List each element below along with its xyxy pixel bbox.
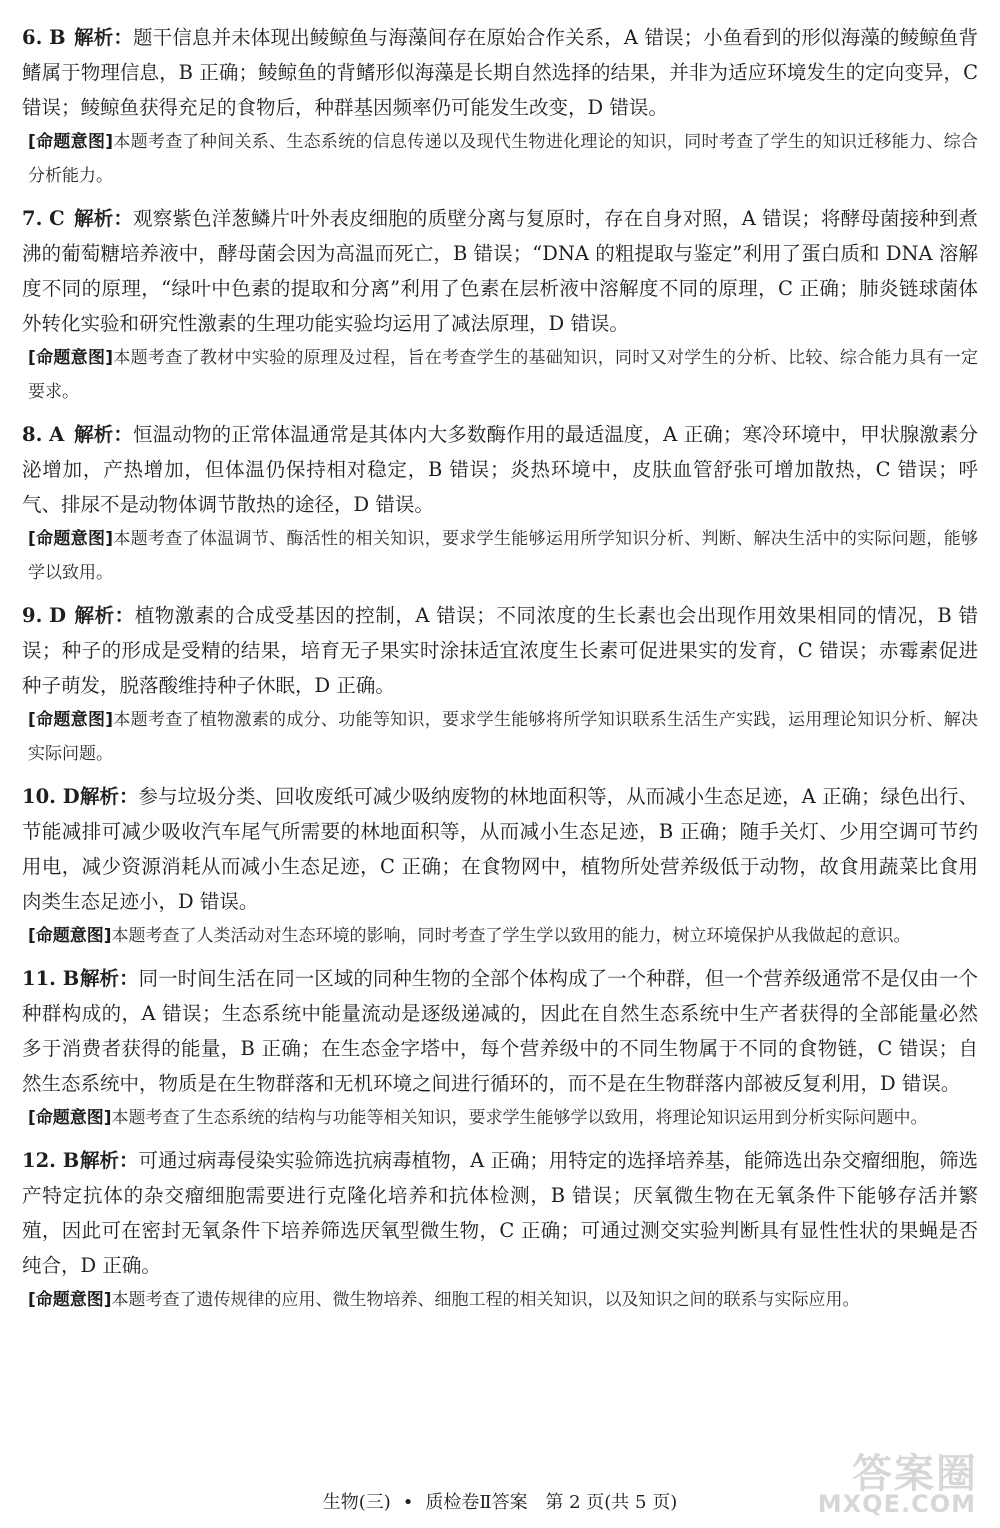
intent-tag: [命题意图] xyxy=(28,529,114,549)
intent-tag: [命题意图] xyxy=(28,710,114,730)
answer-explanation xyxy=(22,1143,978,1283)
answer-explanation xyxy=(22,598,978,703)
question-number-answer: 7. C xyxy=(22,207,65,230)
analysis-label: 解析： xyxy=(74,207,134,230)
analysis-text: 题干信息并未体现出鲮鲸鱼与海藻间存在原始合作关系，A 错误；小鱼看到的形似海藻的鲮鲸鱼背鳍属于物理信息，B 正确；鲮鲸鱼的背鳍形似海藻是长期自然选择的结果，并非为适应环境发生的定向变异，C 错误；鲮鲸鱼获得充足的食物后，种群基因频率仍可能发生改变，D 错误。 xyxy=(22,26,978,119)
answer-explanation xyxy=(22,779,978,919)
question-number-answer: 8. A xyxy=(22,423,65,446)
footer-subject: 生物(三) xyxy=(322,1492,391,1513)
question-number-answer: 9. D xyxy=(22,604,67,627)
analysis-text: 可通过病毒侵染实验筛选抗病毒植物，A 正确；用特定的选择培养基，能筛选出杂交瘤细胞，筛选产特定抗体的杂交瘤细胞需要进行克隆化培养和抗体检测，B 错误；厌氧微生物在无氧条件下能够存活并繁殖，因此可在密封无氧条件下培养筛选厌氧型微生物，C 正确；可通过测交实验判断具有显性性状的果蝇是否纯合，D 正确。 xyxy=(22,1149,978,1277)
analysis-label: 解析： xyxy=(80,785,139,808)
question-number-answer: 6. B xyxy=(22,26,66,49)
intent-text: 本题考查了人类活动对生态环境的影响，同时考查了学生学以致用的能力，树立环境保护从我做起的意识。 xyxy=(111,926,911,946)
analysis-label: 解析： xyxy=(80,967,139,990)
answer-item xyxy=(22,201,978,409)
intent-tag: [命题意图] xyxy=(28,1108,112,1128)
analysis-label: 解析： xyxy=(74,423,134,446)
intent-tag: [命题意图] xyxy=(28,1290,112,1310)
analysis-text: 观察紫色洋葱鳞片叶外表皮细胞的质壁分离与复原时，存在自身对照，A 错误；将酵母菌接种到煮沸的葡萄糖培养液中，酵母菌会因为高温而死亡，B 错误；“DNA 的粗提取与鉴定”利用了蛋白质和 DNA 溶解度不同的原理，“绿叶中色素的提取和分离”利用了色素在层析液中溶解度不同的原理，C 正确；肺炎链球菌体外转化实验和研究性激素的生理功能实验均运用了减法原理，D 错误。 xyxy=(22,207,978,335)
footer-dot: • xyxy=(402,1492,414,1513)
analysis-text: 恒温动物的正常体温通常是其体内大多数酶作用的最适温度，A 正确；寒冷环境中，甲状腺激素分泌增加，产热增加，但体温仍保持相对稳定，B 错误；炎热环境中，皮肤血管舒张可增加散热，C 错误；呼气、排尿不是动物体调节散热的途径，D 错误。 xyxy=(22,423,978,516)
answer-explanation xyxy=(22,417,978,522)
answer-item xyxy=(22,1143,978,1317)
question-intent xyxy=(22,919,978,953)
intent-text: 本题考查了种间关系、生态系统的信息传递以及现代生物进化理论的知识，同时考查了学生的知识迁移能力、综合分析能力。 xyxy=(28,132,979,186)
question-number-answer: 11. B xyxy=(22,967,80,990)
answer-list xyxy=(22,20,978,1317)
question-intent xyxy=(22,341,978,409)
site-watermark-logo xyxy=(792,1442,982,1524)
intent-text: 本题考查了遗传规律的应用、微生物培养、细胞工程的相关知识，以及知识之间的联系与实际应用。 xyxy=(111,1290,860,1310)
answer-explanation xyxy=(22,961,978,1101)
question-intent xyxy=(22,703,978,771)
footer-page-number: 第 2 页(共 5 页) xyxy=(545,1492,678,1513)
watermark-bottom-text: MXQE.COM xyxy=(817,1490,976,1518)
question-number-answer: 10. D xyxy=(22,785,80,808)
intent-tag: [命题意图] xyxy=(28,926,112,946)
answer-item xyxy=(22,20,978,193)
analysis-text: 同一时间生活在同一区域的同种生物的全部个体构成了一个种群，但一个营养级通常不是仅由一个种群构成的，A 错误；生态系统中能量流动是逐级递减的，因此在自然生态系统中生产者获得的全部能量必然多于消费者获得的能量，B 正确；在生态金字塔中，每个营养级中的不同生物属于不同的食物链，C 错误；自然生态系统中，物质是在生物群落和无机环境之间进行循环的，而不是在生物群落内部被反复利用，D 错误。 xyxy=(22,967,978,1095)
question-intent xyxy=(22,522,978,590)
answer-item xyxy=(22,417,978,590)
intent-text: 本题考查了体温调节、酶活性的相关知识，要求学生能够运用所学知识分析、判断、解决生活中的实际问题，能够学以致用。 xyxy=(28,529,979,583)
analysis-label: 解析： xyxy=(74,604,135,627)
answer-item xyxy=(22,598,978,771)
answer-explanation xyxy=(22,201,978,341)
answer-item xyxy=(22,779,978,953)
analysis-label: 解析： xyxy=(80,1149,139,1172)
analysis-label: 解析： xyxy=(74,26,134,49)
answer-item xyxy=(22,961,978,1135)
question-intent xyxy=(22,1283,978,1317)
watermark-top-text: 答案圈 xyxy=(852,1451,978,1497)
answer-explanation xyxy=(22,20,978,125)
intent-tag: [命题意图] xyxy=(28,348,114,368)
intent-text: 本题考查了教材中实验的原理及过程，旨在考查学生的基础知识，同时又对学生的分析、比较、综合能力具有一定要求。 xyxy=(28,348,979,402)
question-intent xyxy=(22,1101,978,1135)
question-number-answer: 12. B xyxy=(22,1149,80,1172)
intent-text: 本题考查了生态系统的结构与功能等相关知识，要求学生能够学以致用，将理论知识运用到分析实际问题中。 xyxy=(111,1108,928,1128)
analysis-text: 参与垃圾分类、回收废纸可减少吸纳废物的林地面积等，从而减小生态足迹，A 正确；绿色出行、节能减排可减少吸收汽车尾气所需要的林地面积等，从而减小生态足迹，B 正确；随手关灯、少用空调可节约用电，减少资源消耗从而减小生态足迹，C 正确；在食物网中，植物所处营养级低于动物，故食用蔬菜比食用肉类生态足迹小，D 错误。 xyxy=(22,785,978,913)
intent-text: 本题考查了植物激素的成分、功能等知识，要求学生能够将所学知识联系生活生产实践，运用理论知识分析、解决实际问题。 xyxy=(28,710,979,764)
analysis-text: 植物激素的合成受基因的控制，A 错误；不同浓度的生长素也会出现作用效果相同的情况，B 错误；种子的形成是受精的结果，培育无子果实时涂抹适宜浓度生长素可促进果实的发育，C 错误；赤霉素促进种子萌发，脱落酸维持种子休眠，D 正确。 xyxy=(22,604,978,697)
footer-exam: 质检卷Ⅱ答案 xyxy=(425,1492,528,1513)
intent-tag: [命题意图] xyxy=(28,132,114,152)
question-intent xyxy=(22,125,978,193)
